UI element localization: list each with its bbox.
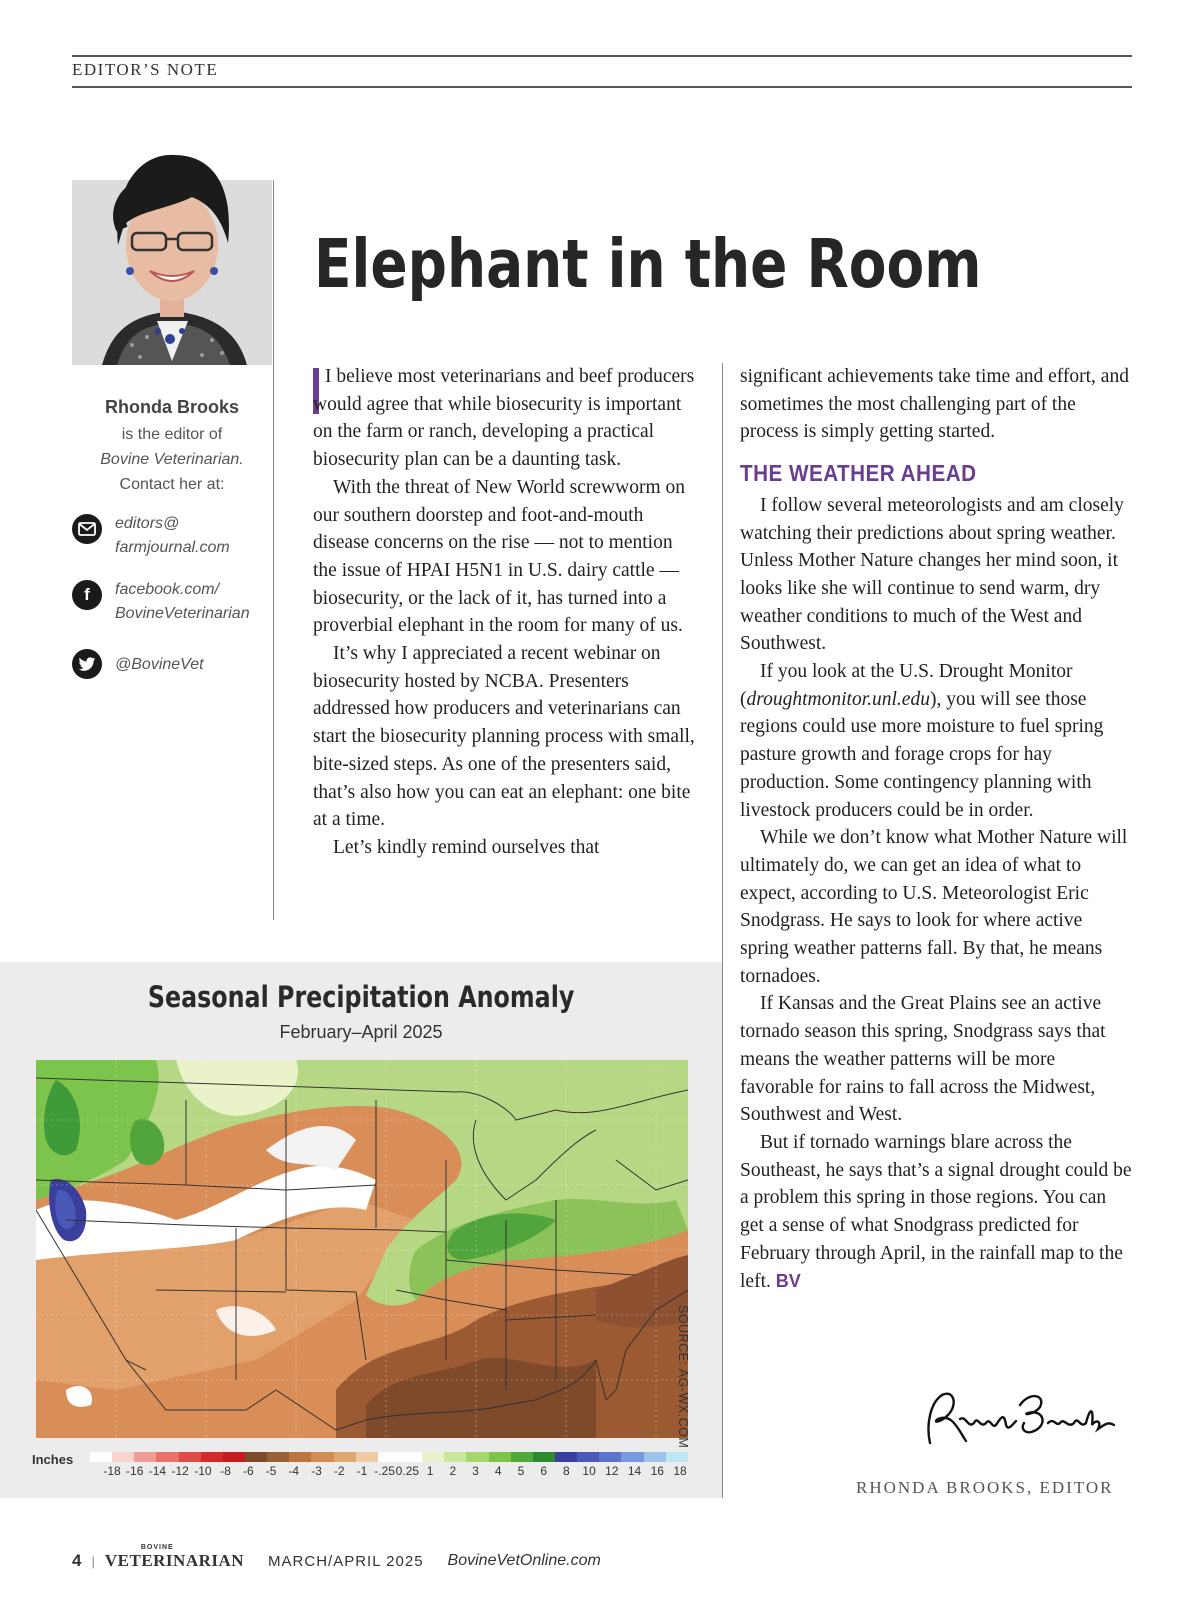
legend-tick-label: -1 bbox=[356, 1464, 368, 1478]
editor-portrait-icon bbox=[72, 125, 272, 365]
contact-email-line-1: editors@ bbox=[115, 515, 180, 532]
legend-swatch bbox=[444, 1452, 466, 1462]
legend-label: Inches bbox=[32, 1452, 74, 1467]
legend-swatch bbox=[179, 1452, 201, 1462]
paragraph-9 bbox=[740, 1129, 1132, 1295]
contact-email-line-2: farmjournal.com bbox=[115, 539, 230, 556]
legend-swatch bbox=[201, 1452, 223, 1462]
legend-tick-label: 10 bbox=[582, 1464, 596, 1478]
map-title bbox=[0, 980, 722, 1014]
paragraph-9-text: But if tornado warnings blare across the Southeast, he says that’s a signal drought could be a problem this spring in those regions. You can get a sense of what Snodgrass predicted for February through April, in the rainfall map to the left. bbox=[740, 1131, 1132, 1292]
legend-swatch bbox=[378, 1452, 400, 1462]
contact-facebook[interactable] bbox=[72, 578, 282, 626]
legend-tick-label: -6 bbox=[242, 1464, 254, 1478]
legend-tick-label: 1 bbox=[426, 1464, 434, 1478]
paragraph-3: It’s why I appreciated a recent webinar on biosecurity hosted by NCBA. Presenters addressed how producers and veterinarians can start the biosecurity planning process with small, bite-sized steps. As one of the presenters said, that’s also how you can eat an elephant: one bite at a time. bbox=[313, 643, 695, 831]
logo-text: VETERINARIAN bbox=[104, 1551, 245, 1570]
legend-tick-label: 18 bbox=[673, 1464, 687, 1478]
paragraph-4: Let’s kindly remind ourselves that bbox=[333, 836, 600, 858]
header-rule-bottom bbox=[72, 86, 1132, 88]
drought-monitor-link[interactable]: droughtmonitor.unl.edu bbox=[746, 688, 930, 710]
legend-ticks bbox=[90, 1464, 688, 1480]
legend-swatch bbox=[223, 1452, 245, 1462]
legend-tick-label: -5 bbox=[265, 1464, 277, 1478]
legend-swatch bbox=[555, 1452, 577, 1462]
headline: Elephant in the Room bbox=[314, 225, 982, 303]
footer-separator: | bbox=[91, 1553, 95, 1569]
legend-swatch bbox=[90, 1452, 112, 1462]
precipitation-map bbox=[36, 1060, 688, 1438]
contact-facebook-line-1: facebook.com/ bbox=[115, 581, 220, 598]
legend-tick-label: -10 bbox=[194, 1464, 212, 1478]
bio-line-3: Contact her at: bbox=[119, 476, 225, 493]
legend-swatch bbox=[289, 1452, 311, 1462]
legend-swatch bbox=[311, 1452, 333, 1462]
legend-tick-label: -14 bbox=[148, 1464, 167, 1478]
legend-swatch bbox=[156, 1452, 178, 1462]
legend-tick-label: 2 bbox=[449, 1464, 457, 1478]
facebook-icon: f bbox=[72, 580, 102, 610]
legend-tick-label: -12 bbox=[171, 1464, 189, 1478]
legend-swatch bbox=[134, 1452, 156, 1462]
paragraph-7: While we don’t know what Mother Nature will ultimately do, we can get an idea of what to expect, according to U.S. Meteorologist Eric Snodgrass. He says to look for where active spring weather patterns fall. By that, he means tornadoes. bbox=[740, 827, 1128, 987]
page-number: 4 bbox=[72, 1551, 82, 1570]
article-column-2 bbox=[740, 363, 1132, 1295]
bio-publication: Bovine Veterinarian. bbox=[100, 451, 244, 468]
legend-swatch bbox=[666, 1452, 688, 1462]
editor-bio bbox=[72, 395, 272, 497]
legend-tick-label: 16 bbox=[650, 1464, 664, 1478]
legend-tick-label: 6 bbox=[540, 1464, 548, 1478]
contact-twitter[interactable] bbox=[72, 653, 282, 677]
legend-swatch bbox=[533, 1452, 555, 1462]
bio-line-1: is the editor of bbox=[121, 426, 223, 443]
editor-name: Rhonda Brooks bbox=[104, 397, 239, 417]
legend-tick-label: -.25 bbox=[374, 1464, 395, 1478]
twitter-icon bbox=[72, 649, 102, 679]
contact-email[interactable] bbox=[72, 512, 282, 560]
legend-tick-label: -3 bbox=[311, 1464, 322, 1478]
legend-swatch bbox=[511, 1452, 533, 1462]
paragraph-6-a: If you look at the U.S. Drought Monitor ( bbox=[740, 661, 1073, 710]
legend-tick-label: 5 bbox=[517, 1464, 525, 1478]
legend-tick-label: 12 bbox=[605, 1464, 619, 1478]
contact-twitter-handle: @BovineVet bbox=[115, 656, 204, 673]
end-mark: BV bbox=[775, 1270, 801, 1291]
subhead-weather-ahead: THE WEATHER AHEAD bbox=[740, 460, 977, 487]
map-title-text: Seasonal Precipitation Anomaly bbox=[147, 980, 575, 1014]
legend-swatch bbox=[577, 1452, 599, 1462]
legend-tick-label: -2 bbox=[333, 1464, 345, 1478]
publication-logo[interactable] bbox=[104, 1544, 245, 1571]
editor-photo bbox=[72, 125, 272, 365]
paragraph-6-b: ), you will see those regions could use more moisture to fuel spring pasture growth and forage crops for hay production. Some contingency planning with livestock producers could be in order. bbox=[740, 688, 1104, 821]
legend-swatch bbox=[267, 1452, 289, 1462]
legend-swatch bbox=[334, 1452, 356, 1462]
legend-tick-label: 4 bbox=[494, 1464, 502, 1478]
legend-swatch bbox=[466, 1452, 488, 1462]
signature-name: RHONDA BROOKS, EDITOR bbox=[856, 1478, 1114, 1497]
legend-tick-label: 14 bbox=[627, 1464, 642, 1478]
section-label: EDITOR’S NOTE bbox=[72, 60, 219, 79]
legend-swatch bbox=[356, 1452, 378, 1462]
signature-image bbox=[908, 1385, 1128, 1455]
paragraph-1: I believe most veterinarians and beef producers would agree that while biosecurity is important on the farm or ranch, developing a practical biosecurity plan can be a daunting task. bbox=[313, 366, 695, 471]
column-divider bbox=[722, 363, 723, 1498]
logo-small-text: BOVINE bbox=[140, 1544, 174, 1551]
legend-tick-label: -18 bbox=[103, 1464, 121, 1478]
legend-tick-label: -4 bbox=[288, 1464, 300, 1478]
legend-tick-label: 0.25 bbox=[395, 1464, 420, 1478]
legend-swatch bbox=[644, 1452, 666, 1462]
legend-swatch bbox=[112, 1452, 134, 1462]
legend-swatch bbox=[489, 1452, 511, 1462]
legend-swatch bbox=[599, 1452, 621, 1462]
contact-facebook-line-2: BovineVeterinarian bbox=[115, 605, 250, 622]
legend-swatch bbox=[400, 1452, 422, 1462]
legend-tick-label: -16 bbox=[126, 1464, 144, 1478]
map-source: SOURCE: AG-WX.COM bbox=[676, 1305, 690, 1449]
legend-tick-label: 8 bbox=[563, 1464, 570, 1478]
header-rule-top bbox=[72, 55, 1132, 57]
map-subtitle: February–April 2025 bbox=[279, 1022, 443, 1042]
paragraph-5: I follow several meteorologists and am closely watching their predictions about spring weather. Unless Mother Nature changes her mind soon, it looks like she will continue to send warm, dry weather conditions to much of the West and Southwest. bbox=[740, 494, 1124, 655]
paragraph-2: With the threat of New World screwworm on our southern doorstep and foot-and-mouth disease concerns on the rise — not to mention the issue of HPAI H5N1 in U.S. dairy cattle — biosecurity, or the lack of it, has turned into a proverbial elephant in the room for many of us. bbox=[313, 476, 685, 637]
issue-date: MARCH/APRIL 2025 bbox=[268, 1552, 424, 1570]
article-column-1 bbox=[313, 363, 698, 862]
page-footer bbox=[72, 1544, 601, 1571]
website-link[interactable]: BovineVetOnline.com bbox=[447, 1552, 601, 1569]
legend-color-bar bbox=[90, 1452, 688, 1462]
paragraph-4-continued: significant achievements take time and effort, and sometimes the most challenging part of the process is simply getting started. bbox=[740, 366, 1129, 443]
paragraph-8: If Kansas and the Great Plains see an active tornado season this spring, Snodgrass says that means the weather patterns will be more favorable for rains to fall across the Midwest, Southwest and West. bbox=[740, 993, 1106, 1126]
envelope-icon bbox=[72, 514, 102, 544]
paragraph-6 bbox=[740, 658, 1132, 824]
legend-tick-label: -8 bbox=[220, 1464, 231, 1478]
legend-tick-label: 3 bbox=[472, 1464, 479, 1478]
legend-swatch bbox=[245, 1452, 267, 1462]
legend-swatch bbox=[621, 1452, 643, 1462]
legend-swatch bbox=[422, 1452, 444, 1462]
